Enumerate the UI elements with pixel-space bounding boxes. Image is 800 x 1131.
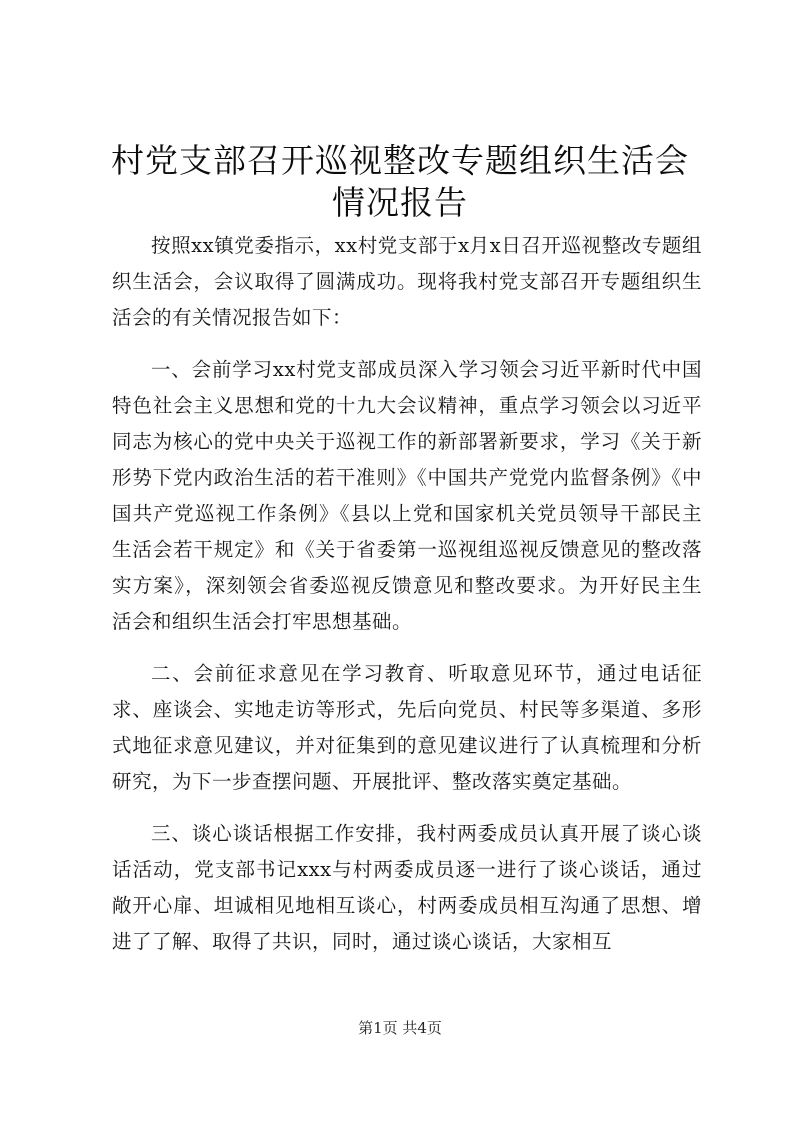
paragraph-section-1: 一、会前学习xx村党支部成员深入学习领会习近平新时代中国特色社会主义思想和党的十九大会议精神，重点学习领会以习近平同志为核心的党中央关于巡视工作的新部署新要求，学习《关于新形势下党内政治生活的若干准则》《中国共产党党内监督条例》《中国共产党巡视工作条例》《县以上党和国家机关党员领导干部民主生活会若干规定》和《关于省委第一巡视组巡视反馈意见的整改落实方案》，深刻领会省委巡视反馈意见和整改要求。为开好民主生活会和组织生活会打牢思想基础。 bbox=[112, 358, 702, 633]
page-footer: 第1页 共4页 bbox=[358, 1019, 442, 1037]
document-body bbox=[112, 228, 702, 976]
document-title: 村党支部召开巡视整改专题组织生活会情况报告 bbox=[111, 141, 689, 222]
paragraph-intro: 按照xx镇党委指示，xx村党支部于x月x日召开巡视整改专题组织生活会，会议取得了圆满成功。现将我村党支部召开专题组织生活会的有关情况报告如下： bbox=[112, 234, 702, 329]
paragraph-section-3: 三、谈心谈话根据工作安排，我村两委成员认真开展了谈心谈话活动，党支部书记xxx与村两委成员逐一进行了谈心谈话，通过敞开心扉、坦诚相见地相互谈心，村两委成员相互沟通了思想、增进了了解、取得了共识，同时，通过谈心谈话，大家相互 bbox=[112, 822, 702, 953]
paragraph-section-2: 二、会前征求意见在学习教育、听取意见环节，通过电话征求、座谈会、实地走访等形式，先后向党员、村民等多渠道、多形式地征求意见建议，并对征集到的意见建议进行了认真梳理和分析研究，为下一步查摆问题、开展批评、整改落实奠定基础。 bbox=[112, 662, 702, 793]
